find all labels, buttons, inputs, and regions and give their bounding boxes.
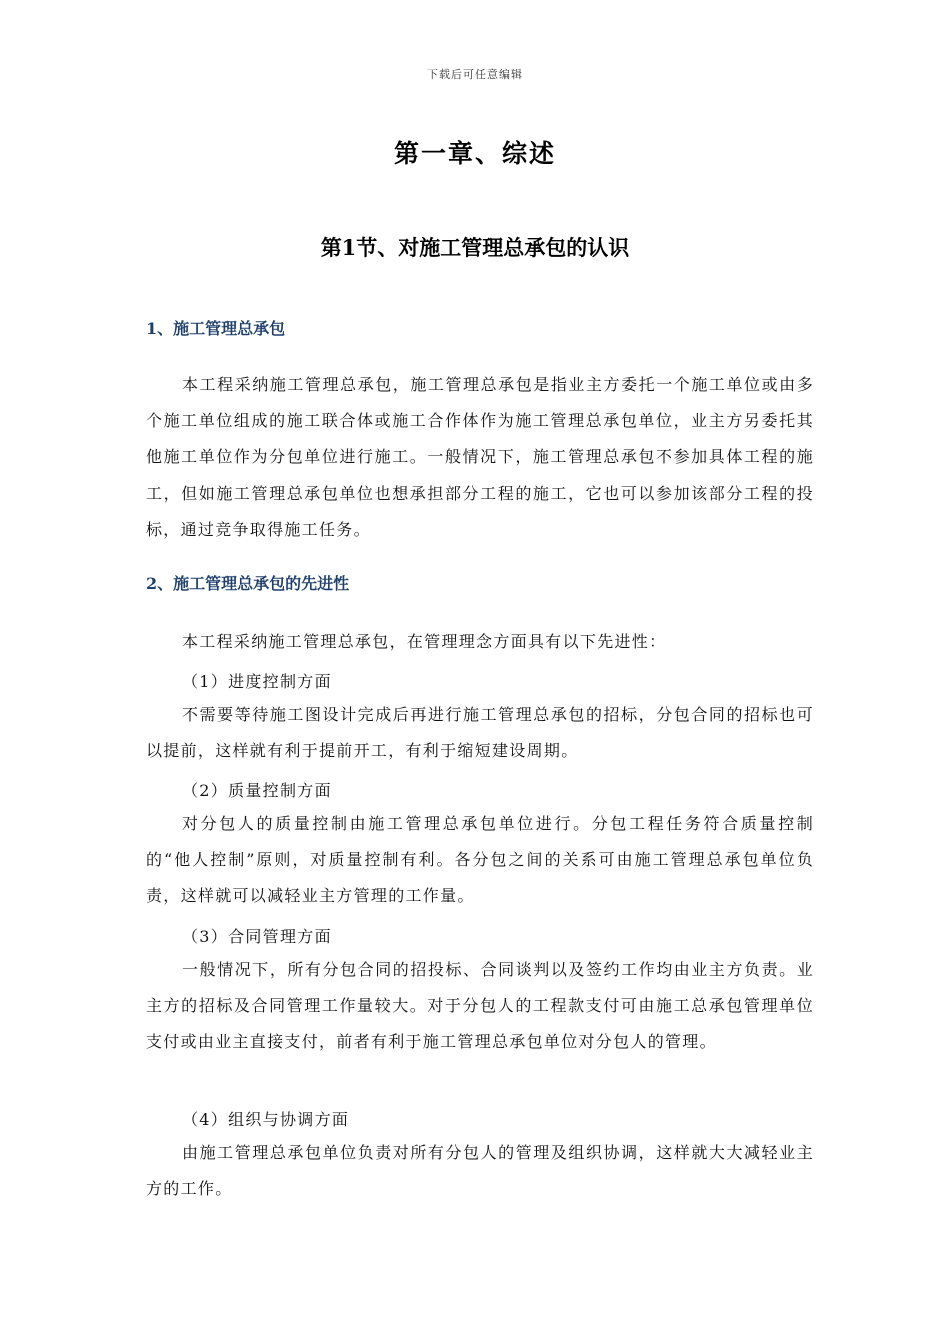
paragraph-4: 对分包人的质量控制由施工管理总承包单位进行。分包工程任务符合质量控制的“他人控制”原则，对质量控制有利。各分包之间的关系可由施工管理总承包单位负责，这样就可以减轻业主方管理的工作量。	[146, 814, 814, 906]
chapter-title: 第一章、综述	[393, 139, 556, 168]
section-title: 第1节、对施工管理总承包的认识	[320, 235, 630, 260]
subheading-2: 2、施工管理总承包的先进性	[146, 574, 350, 593]
paragraph-3: 不需要等待施工图设计完成后再进行施工管理总承包的招标，分包合同的招标也可以提前，这样就有利于提前开工，有利于缩短建设周期。	[146, 705, 814, 761]
item-schedule-control: （1）进度控制方面	[182, 672, 332, 691]
paragraph-1: 本工程采纳施工管理总承包，施工管理总承包是指业主方委托一个施工单位或由多个施工单位组成的施工联合体或施工合作体作为施工管理总承包单位，业主方另委托其他施工单位作为分包单位进行施工。一般情况下，施工管理总承包不参加具体工程的施工，但如施工管理总承包单位也想承担部分工程的施工，它也可以参加该部分工程的投标，通过竞争取得施工任务。	[146, 375, 814, 539]
item-organization-coordination: （4）组织与协调方面	[182, 1110, 350, 1129]
item-contract-management: （3）合同管理方面	[182, 927, 332, 946]
item-quality-control: （2）质量控制方面	[182, 781, 332, 800]
paragraph-5: 一般情况下，所有分包合同的招投标、合同谈判以及签约工作均由业主方负责。业主方的招标及合同管理工作量较大。对于分包人的工程款支付可由施工总承包管理单位支付或由业主直接支付，前者有利于施工管理总承包单位对分包人的管理。	[146, 960, 814, 1052]
paragraph-2: 本工程采纳施工管理总承包，在管理理念方面具有以下先进性：	[182, 632, 667, 651]
header-note: 下载后可任意编辑	[427, 68, 523, 81]
paragraph-6: 由施工管理总承包单位负责对所有分包人的管理及组织协调，这样就大大减轻业主方的工作。	[146, 1143, 814, 1199]
subheading-1: 1、施工管理总承包	[146, 319, 286, 338]
